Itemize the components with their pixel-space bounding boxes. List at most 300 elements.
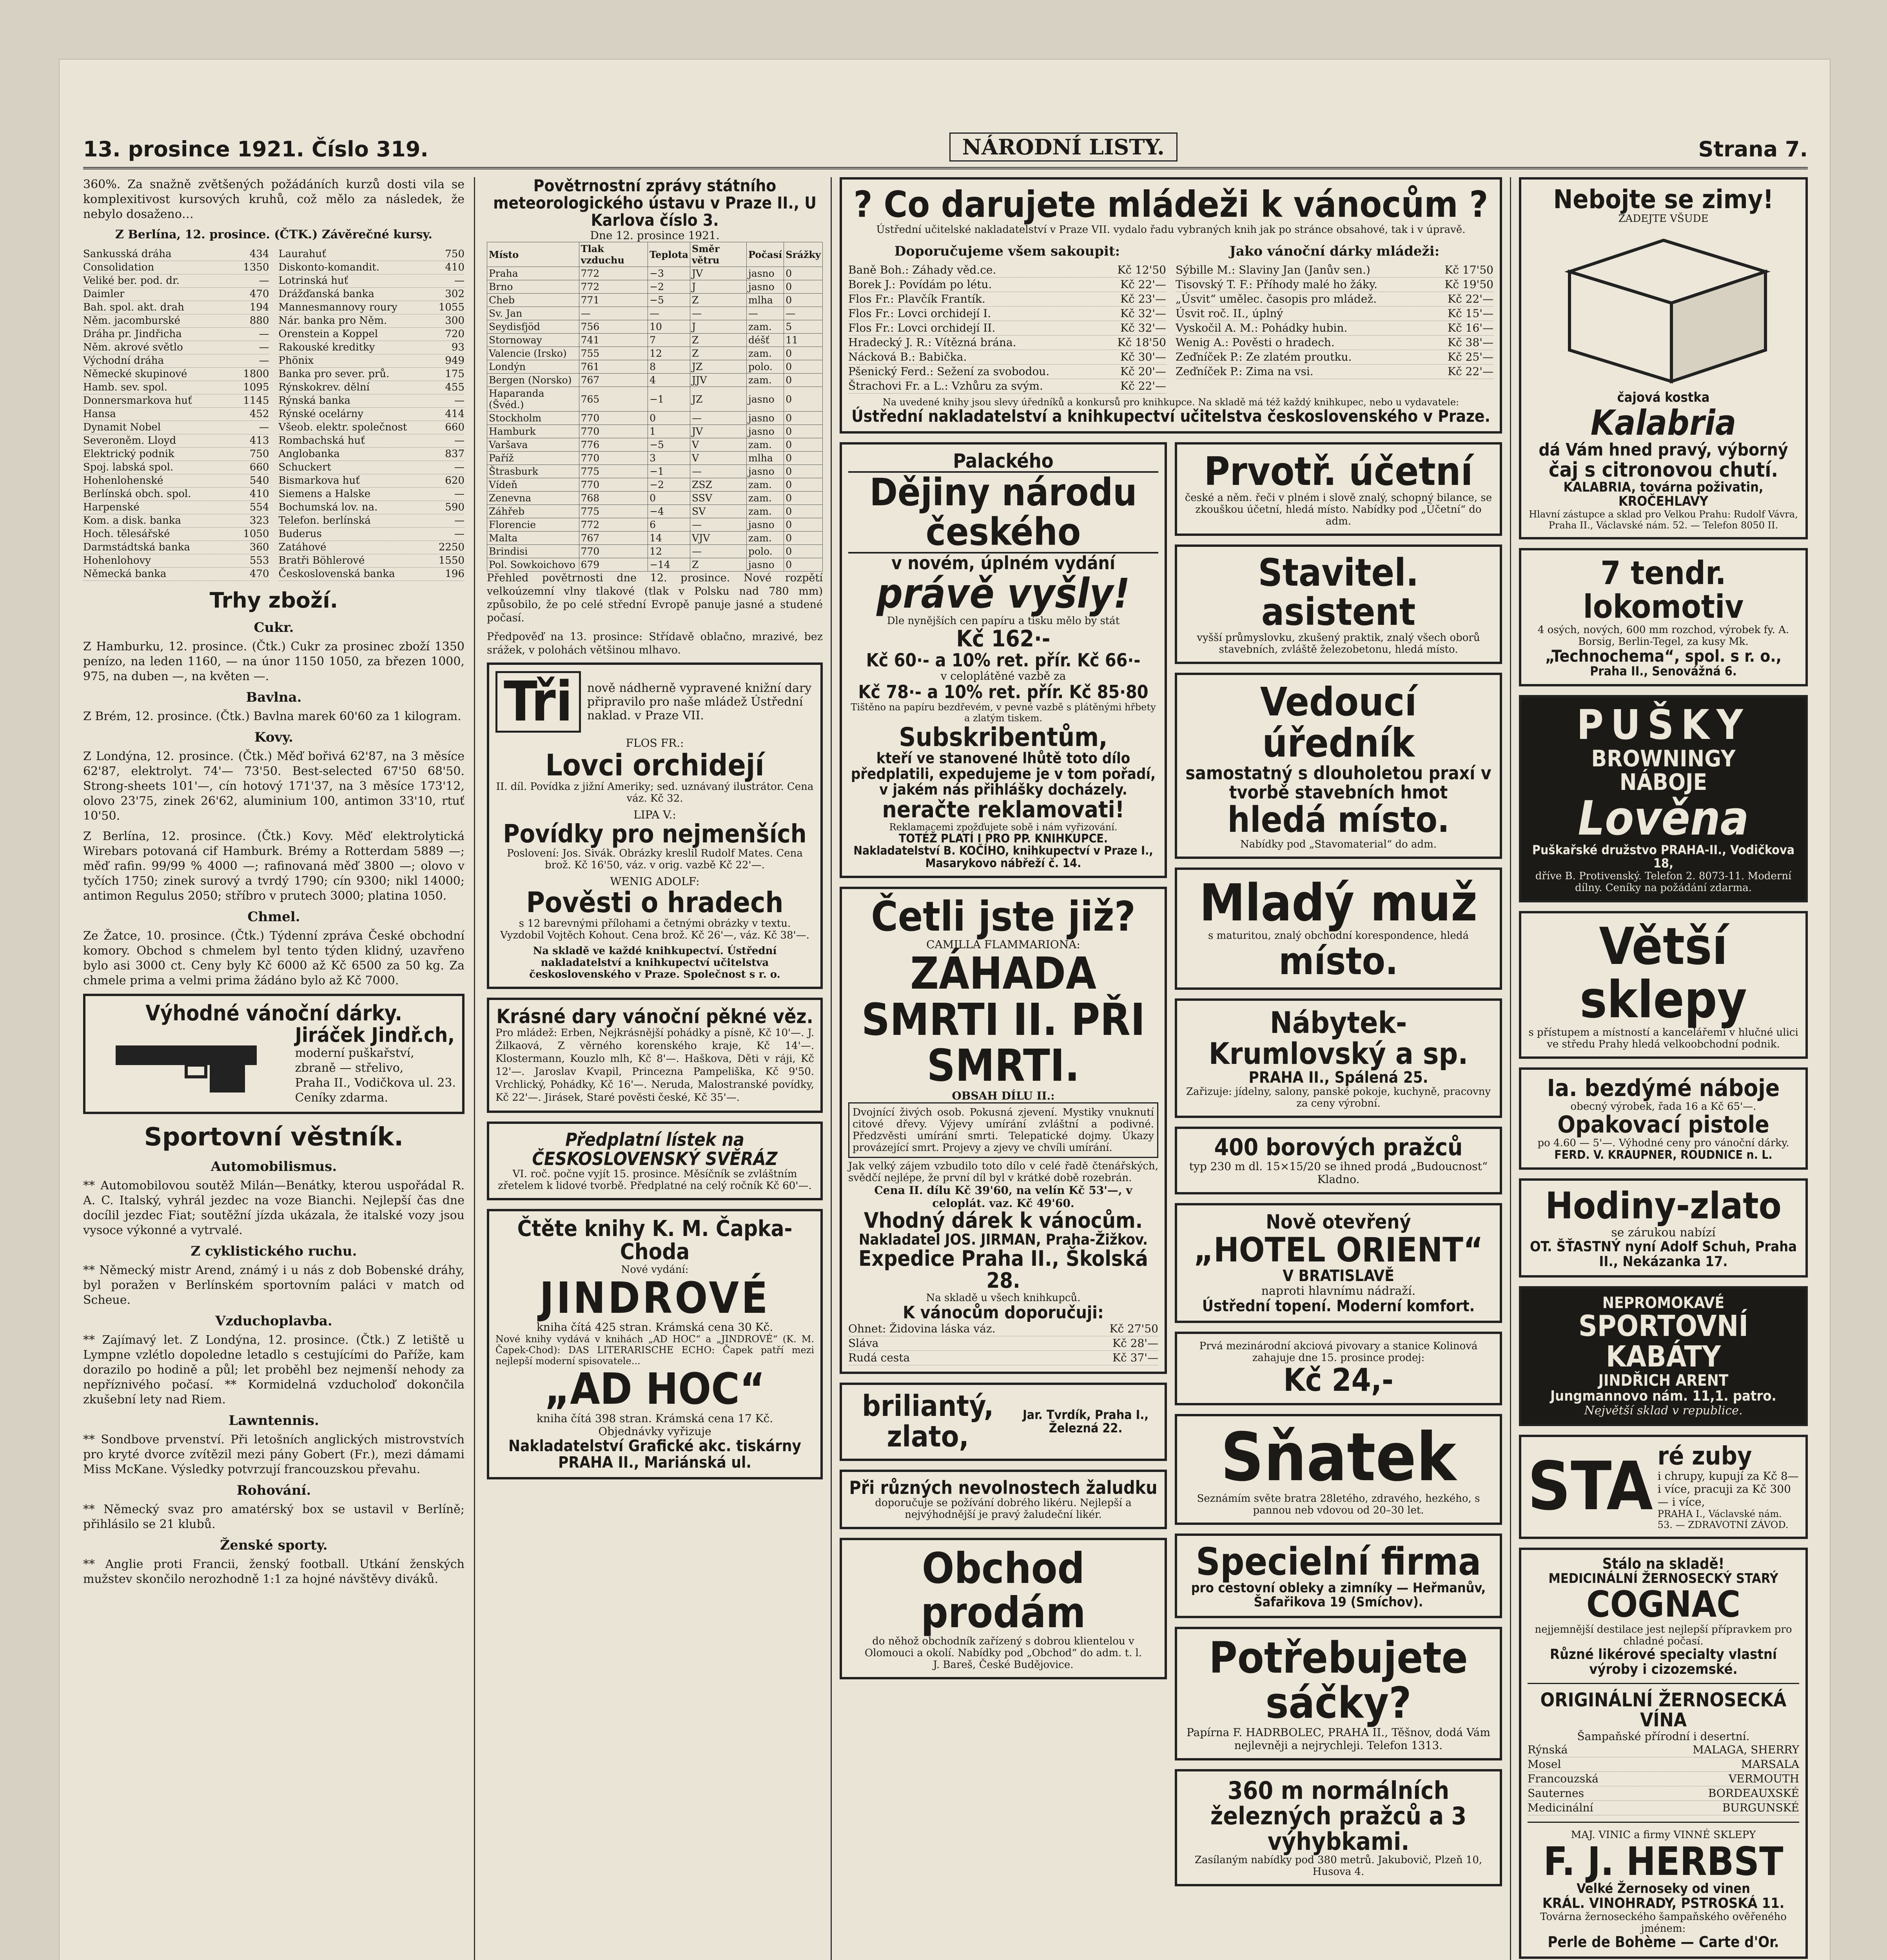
stock-rate-row-label: Východní dráha <box>83 355 164 367</box>
stock-rate-row-value: — <box>259 328 269 340</box>
book-row-value: Kč 30'— <box>1120 350 1166 363</box>
weather-cell: 0 <box>784 412 823 425</box>
metals-text-2: Z Berlína, 12. prosince. (Čtk.) Kovy. Měď elektrolytická Wirebars potovaná cif Hamburk. Brémy a Rotterdam 5889 —; měď rafin. 99/99 % 4000 —; rafinovaná měď 3800 —; olovo v tyčích 1750; zinek surový a tvrdý 1790; cín 9300; nikl 14000; antimon Regulus 2050; stříbro v prutech 3000; platina 1050. <box>83 829 464 903</box>
stock-rate-row-label: Darmstádtská banka <box>83 541 190 553</box>
stock-rate-row-label: Berlínská obch. spol. <box>83 488 191 500</box>
ad-nabytek <box>1175 998 1502 1118</box>
weather-row <box>487 267 823 280</box>
tovarna-line: Továrna žernoseckého šampaňského ověřeného jménem: <box>1540 1911 1787 1935</box>
sport-title: Sportovní věstník. <box>144 1123 404 1152</box>
book-row <box>1176 321 1493 336</box>
lovena-sub: Puškařské družstvo PRAHA-II., Vodičkova 18, <box>1532 842 1795 871</box>
weather-cell: 772 <box>579 267 648 280</box>
mlady-text: s maturitou, znalý obchodní korespondence, hledá <box>1208 929 1469 942</box>
weather-row <box>487 334 823 347</box>
ad-stavitel <box>1175 544 1502 664</box>
zahada-title: ZÁHADA SMRTI II. PŘI SMRTI. <box>861 948 1145 1092</box>
ad-lovena <box>1519 695 1808 902</box>
weather-cell: ZSZ <box>690 478 747 492</box>
book-row-label: Vyskočil A. M.: Pohádky hubin. <box>1176 321 1348 334</box>
ad-pivovar <box>1175 1332 1502 1405</box>
weather-row <box>487 478 823 492</box>
stock-rate-row <box>279 261 465 274</box>
book-row-label: Hradecký J. R.: Vítězná brána. <box>848 336 1016 349</box>
stock-rate-row-label: Buderus <box>278 528 322 540</box>
stock-rate-row-value: 620 <box>445 475 464 486</box>
povesti-title: Pověsti o hradech <box>526 886 784 919</box>
stastny-line: OT. ŠŤASTNÝ nyní Adolf Schuh, Praha II., Nekázanka 17. <box>1530 1238 1797 1270</box>
palacky-price3: Kč 78·- a 10% ret. přír. Kč 85·80 <box>858 681 1149 703</box>
kalabria-name: KALABRIA, továrna poživatin, KROČEHLAVY <box>1563 479 1764 509</box>
book-row <box>848 278 1166 292</box>
ad-prazce-360 <box>1175 1769 1502 1886</box>
weather-cell: SV <box>690 505 747 518</box>
weather-cell: 770 <box>579 412 648 425</box>
sportovni-pre: NEPROMOKAVÉ <box>1602 1294 1725 1312</box>
wine-row-label: Medicinální <box>1528 1801 1593 1815</box>
bezdyme-title: Ia. bezdýmé náboje <box>1547 1074 1780 1102</box>
stock-rate-row <box>83 341 269 354</box>
vedouci-text: Nabídky pod „Stavomaterial“ do adm. <box>1240 838 1437 851</box>
krasne-text: Pro mládež: Erben, Nejkrásnější pohádky a písně, Kč 10'—. J. Žilkaová, Z věrného korenského kraje, Kč 14'—. Klostermann, Kouzlo mlh, Kč 8'—. Haškova, Děti v ráji, Kč 12'—. Jaroslav Kvapil, Princezna Pampeliška, Kč 9'50. Vrchlický, Pohádky, Kč 16'—. Neruda, Malostranské povídky, Kč 22'—. Jirásek, Staré pověsti české, Kč 35'—. <box>495 1027 814 1104</box>
stock-rate-row <box>83 368 269 381</box>
tot-line: TOTÉŽ PLATÍ I PRO PP. KNIHKUPCE. <box>898 831 1108 846</box>
ad-obchod <box>840 1538 1167 1679</box>
ad-specielni-firma <box>1175 1534 1502 1618</box>
perle-line: Perle de Bohème — Carte d'Or. <box>1548 1933 1779 1951</box>
pivovar-text: Prvá mezinárodní akciová pivovary a stanice Kolinová zahajuje dne 15. prosince prodej: <box>1199 1340 1478 1364</box>
weather-cell: 12 <box>648 347 690 360</box>
stock-rate-row-label: Kom. a disk. banka <box>83 515 181 526</box>
sport-sub-boxing: Rohování. <box>236 1483 311 1499</box>
weather-row <box>487 505 823 518</box>
weather-row <box>487 374 823 387</box>
obsah-title: OBSAH DÍLU II.: <box>952 1089 1055 1103</box>
dary-title: Jako vánoční dárky mládeži: <box>1229 243 1440 259</box>
weather-cell: 0 <box>784 425 823 438</box>
intro-text: 360%. Za snažně zvětšených požádáních kurzů dosti vila se komplexitivost kursových kruhů, což mělo za následek, že nebylo dosaženo… <box>83 178 464 221</box>
hotel-title: „HOTEL ORIENT“ <box>1194 1230 1483 1270</box>
ad-krasne-dary <box>487 998 823 1113</box>
stock-rate-row <box>83 248 269 261</box>
stock-rate-row-value: — <box>259 341 269 353</box>
stock-rate-row-label: Spoj. labská spol. <box>83 461 174 473</box>
book-price-row <box>848 1351 1158 1365</box>
vedouci-title: Vedoucí úředník <box>1260 679 1417 766</box>
hned-text: dá Vám hned pravý, výborný <box>1539 440 1788 460</box>
ad-jiracek <box>83 994 464 1114</box>
weather-cell: Hamburk <box>487 425 579 438</box>
stock-rate-row-value: 1055 <box>438 301 464 313</box>
ad-jiracek-line2: zbraně — střelivo, <box>295 1061 404 1075</box>
vanocum-list <box>848 1322 1158 1365</box>
ad-jiracek-name: Jiráček Jindř.ch, <box>295 1023 455 1047</box>
weather-cell: 767 <box>579 374 648 387</box>
ad-borove-prazce <box>1175 1127 1502 1194</box>
stock-rate-row-value: — <box>454 275 464 287</box>
weather-cell: Sv. Jan <box>487 307 579 320</box>
weather-cell: 775 <box>579 465 648 478</box>
lipa-line: LIPA V.: <box>633 808 676 822</box>
weather-row <box>487 465 823 478</box>
stock-rate-row <box>83 354 269 368</box>
stock-rate-row <box>83 421 269 434</box>
weather-cell: Stockholm <box>487 412 579 425</box>
column-ads-right <box>1510 177 1808 1960</box>
weather-cell: Brno <box>487 280 579 294</box>
book-row-label: Flos Fr.: Plavčík Frantík. <box>848 292 985 305</box>
cetli-title: Četli jste již? <box>871 893 1136 941</box>
lok-text: 4 osých, nových, 600 mm rozchod, výrobek fy. A. Borsig, Berlin-Tegel, za kusy Mk. <box>1537 624 1789 648</box>
stock-rate-row <box>279 248 465 261</box>
kalabria-sub: ZADEJTE VŠUDE <box>1618 213 1709 225</box>
book-row-label: Zeďníček P.: Zima na vsi. <box>1176 365 1314 378</box>
stock-rate-row-label: Dráha pr. Jindřicha <box>83 328 182 340</box>
banner-sub: Ústřední učitelské nakladatelství v Praze VII. vydalo řadu vybraných knih jak po stránce obsahové, tak i v úpravě. <box>876 223 1466 236</box>
weather-cell: 772 <box>579 280 648 294</box>
book-row-value: Kč 22'— <box>1448 292 1493 305</box>
kalabria-addr: Hlavní zástupce a sklad pro Velkou Prahu: Rudolf Vávra, Praha II., Václavské nám. 52. — Telefon 8050 II. <box>1529 508 1798 531</box>
mlady-misto: místo. <box>1279 939 1398 983</box>
ad-flammarion <box>840 887 1167 1374</box>
book-row <box>848 292 1166 307</box>
capek-title: Čtěte knihy K. M. Čapka-Choda <box>517 1216 793 1265</box>
hops-heading: Chmel. <box>247 909 300 925</box>
wine-row-value: BURGUNSKÉ <box>1722 1801 1799 1815</box>
stock-rate-row <box>83 328 269 341</box>
weather-row <box>487 320 823 334</box>
stock-rate-row <box>279 274 465 288</box>
commodities-title: Trhy zboží. <box>209 588 338 613</box>
stock-rate-row-label: Něm. akrové světlo <box>83 341 183 353</box>
borove-text: typ 230 m dl. 15×15/20 se ihned prodá „Budoucnost“ Kladno. <box>1189 1160 1488 1186</box>
weather-cell: 0 <box>784 438 823 452</box>
stock-rate-row-label: Telefon. berlínská <box>278 515 371 526</box>
weather-cell: 0 <box>784 347 823 360</box>
krasne-title: Krásné dary vánoční pěkné věz. <box>496 1005 813 1028</box>
weather-cell: 765 <box>579 387 648 412</box>
ad-jiracek-line4: Ceníky zdarma. <box>295 1091 388 1105</box>
camilla-line: CAMILLA FLAMMARIONA: <box>926 938 1080 951</box>
page-header <box>83 126 1808 169</box>
stock-rate-row <box>83 514 269 528</box>
stock-rate-row-label: Anglobanka <box>278 448 340 460</box>
sport-sub-aviation: Vzduchoplavba. <box>215 1313 332 1329</box>
bezdyme-text: obecný výrobek, řada 16 a Kč 65'—. <box>1570 1100 1756 1112</box>
ad-jiracek-line1: moderní puškařství, <box>295 1046 414 1060</box>
book-price-row-label: Rudá cesta <box>848 1351 910 1365</box>
stock-rate-row <box>279 301 465 314</box>
weather-cell: 11 <box>784 334 823 347</box>
weather-cell: Z <box>690 334 747 347</box>
weather-forecast: Předpověď na 13. prosince: Střídavě oblačno, mrazivé, bez srážek, v polohách většinou mlhavo. <box>487 631 823 657</box>
weather-row <box>487 387 823 412</box>
hotel-city: V BRATISLAVĚ <box>1283 1267 1394 1285</box>
stock-rate-row-label: Něm. jacomburské <box>83 315 181 327</box>
stock-rate-row <box>83 434 269 448</box>
stock-rate-row-label: Siemens a Halske <box>278 488 371 500</box>
stock-rate-row <box>279 541 465 554</box>
book-row <box>848 336 1166 350</box>
stock-rate-row-value: 470 <box>249 568 269 580</box>
weather-cell: jasno <box>747 387 784 412</box>
weather-col-header: Tlak vzduchu <box>579 242 648 267</box>
naboje-title: NÁBOJE <box>1619 769 1707 796</box>
vina-sub: Šampaňské přírodní i desertní. <box>1577 1730 1750 1743</box>
weather-cell: Florencie <box>487 518 579 532</box>
cognac-title: COGNAC <box>1586 1583 1741 1626</box>
weather-row <box>487 294 823 307</box>
kraupner-line: FERD. V. KRAUPNER, ROUDNICE n. L. <box>1554 1148 1773 1162</box>
stock-rate-row-label: Bratři Böhlerové <box>278 555 365 566</box>
stock-rate-row-value: 837 <box>445 448 464 460</box>
book-row-label: Pšenický Ferd.: Sežení za svobodou. <box>848 365 1050 378</box>
book-row-label: Zeďníček P.: Ze zlatém proutku. <box>1176 350 1352 363</box>
weather-cell: 0 <box>784 360 823 374</box>
weather-cell: 10 <box>648 320 690 334</box>
ad-jiracek-line3: Praha II., Vodičkova ul. 23. <box>295 1076 456 1090</box>
zahada-price: Cena II. dílu Kč 39'60, na velín Kč 53'—, v celoplát. vaz. Kč 49'60. <box>874 1184 1132 1210</box>
weather-cell: 1 <box>648 425 690 438</box>
book-price-row-label: Sláva <box>848 1337 879 1350</box>
stock-rate-row-label: Daimler <box>83 288 125 300</box>
kalabria-title: Kalabria <box>1590 402 1736 443</box>
weather-cell: JZ <box>690 360 747 374</box>
weather-cell: 0 <box>784 558 823 572</box>
weather-cell: Pol. Sowkoichovo <box>487 558 579 572</box>
weather-cell: jasno <box>747 412 784 425</box>
stock-rate-row <box>279 474 465 488</box>
stock-rate-row-value: — <box>454 395 464 407</box>
jirman-line: Nakladatel JOS. JIRMAN, Praha-Žižkov. <box>858 1230 1148 1248</box>
weather-cell: 679 <box>579 558 648 572</box>
weather-cell: Záhřeb <box>487 505 579 518</box>
ad-capek <box>487 1209 823 1479</box>
weather-cell: 741 <box>579 334 648 347</box>
stock-rate-row-value: 1800 <box>243 368 269 380</box>
book-row-value: Kč 20'— <box>1120 365 1166 378</box>
orchid-text: II. díl. Povídka z jižní Ameriky; sed. uznávaný ilustrátor. Cena váz. Kč 32. <box>496 781 814 805</box>
weather-cell: 770 <box>579 452 648 465</box>
jung-line: Jungmannovo nám. 11,1. patro. <box>1550 1388 1776 1404</box>
capek-sub: Nové vydání: <box>621 1263 689 1276</box>
weather-cell: Seydisfjöd <box>487 320 579 334</box>
weather-cell: mlha <box>747 452 784 465</box>
lovena-text: dříve B. Protivenský. Telefon 2. 8073-11. Moderní dílny. Ceníky na požádání zdarma. <box>1535 870 1792 894</box>
stock-rate-row <box>279 354 465 368</box>
stock-rate-row-label: Veliké ber. pod. dr. <box>83 275 180 287</box>
book-row <box>1176 263 1493 278</box>
ad-ucetni <box>1175 442 1502 536</box>
stock-rate-row-label: Hohenlohovy <box>83 555 151 566</box>
ad-co-darujete <box>840 177 1502 434</box>
weather-cell: jasno <box>747 425 784 438</box>
sacky-title: Potřebujete sáčky? <box>1209 1632 1468 1728</box>
weather-cell: Londýn <box>487 360 579 374</box>
stock-rate-row-label: Severoněm. Lloyd <box>83 435 176 446</box>
weather-cell: 0 <box>784 532 823 545</box>
zernoseky-line: Velké Žernoseky od vinen <box>1577 1881 1750 1897</box>
wine-row-label: Rýnská <box>1528 1743 1568 1757</box>
ad-hodiny <box>1519 1178 1808 1278</box>
weather-cell: — <box>690 307 747 320</box>
stock-rate-row <box>83 394 269 408</box>
book-row-value: Kč 25'— <box>1448 350 1493 363</box>
stock-rate-row-label: Bah. spol. akt. drah <box>83 301 184 313</box>
prii-text: doporučuje se požívání dobrého likéru. Nejlepší a nejvýhodnější je pravý žaludeční likér. <box>875 1497 1132 1521</box>
stock-rate-row-label: Drážďanská banka <box>278 288 374 300</box>
povidky-title: Povídky pro nejmenších <box>503 820 807 849</box>
weather-cell: 0 <box>784 294 823 307</box>
bares-line: J. Bareš, České Budějovice. <box>933 1659 1074 1671</box>
book-row-label: Nácková B.: Babička. <box>848 350 967 363</box>
weather-cell: Haparanda (Švéd.) <box>487 387 579 412</box>
stock-rate-row-value: 1550 <box>438 555 464 566</box>
weather-cell: SSV <box>690 492 747 505</box>
browning-title: BROWNINGY <box>1591 745 1736 772</box>
stock-rate-row-label: Dynamit Nobel <box>83 421 161 433</box>
weather-cell: jasno <box>747 465 784 478</box>
stock-rate-row-value: 554 <box>249 501 269 513</box>
ad-books-tri <box>487 662 823 989</box>
ad-palacky <box>840 442 1167 878</box>
stock-rate-row-value: 452 <box>249 408 269 420</box>
weather-cell: 0 <box>784 492 823 505</box>
stock-rate-row-value: 750 <box>249 448 269 460</box>
caj-text: čajová kostka <box>1617 390 1710 406</box>
sklepy-text: s přístupem a místností a kancelářemi v hlučné ulici ve středu Prahy hledá velkoobchodní podnik. <box>1528 1026 1798 1050</box>
weather-row <box>487 452 823 465</box>
weather-cell: 0 <box>648 492 690 505</box>
book-row <box>848 307 1166 321</box>
sta-addr: PRAHA I., Václavské nám. 53. — ZDRAVOTNÍ ZÁVOD. <box>1657 1508 1789 1530</box>
stock-rate-row-label: Elektrický podnik <box>83 448 174 460</box>
sta-big: STA <box>1528 1448 1653 1526</box>
stock-rate-row-value: 2250 <box>438 541 464 553</box>
palacky-head: Palackého <box>953 449 1054 472</box>
stock-rate-row-label: Nár. banka pro Něm. <box>278 315 387 327</box>
nabytek-addr: PRAHA II., Spálená 25. <box>1248 1069 1428 1087</box>
weather-col-header: Srážky <box>784 242 823 267</box>
palacky-sub: v novém, úplném vydání <box>891 552 1116 573</box>
pusky-title: PUŠKY <box>1577 701 1750 749</box>
stock-rate-row-value: 660 <box>445 421 464 433</box>
ad-herbst <box>1519 1548 1808 1959</box>
stock-rate-row <box>83 554 269 568</box>
weather-cell: 770 <box>579 545 648 558</box>
weather-cell: V <box>690 452 747 465</box>
jindrove-title: JINDROVÉ <box>539 1272 770 1323</box>
weather-note: Přehled povětrnosti dne 12. prosince. Nové rozpětí velkoúzemní vlny tlakové (tlak v Polsku nad 780 mm) způsobilo, že po celé střední Evropě panuje jasné a studené počasí. <box>487 572 823 624</box>
ad-vedouci <box>1175 673 1502 859</box>
wine-row-value: BORDEAUXSKÉ <box>1708 1787 1799 1800</box>
borove-title: 400 borových pražců <box>1214 1134 1463 1161</box>
vedouci-hleda: hledá místo. <box>1227 799 1450 840</box>
weather-cell: 756 <box>579 320 648 334</box>
specielni-text: pro cestovní obleky a zimníky — Heřmanův, Šafařikova 19 (Smíchov). <box>1191 1580 1486 1610</box>
weather-row <box>487 307 823 320</box>
weather-row <box>487 545 823 558</box>
stock-rate-row-value: 302 <box>445 288 464 300</box>
weather-cell: 0 <box>784 387 823 412</box>
weather-cell: 0 <box>784 465 823 478</box>
adhoc-title: „AD HOC“ <box>544 1364 765 1414</box>
weather-cell: 0 <box>784 505 823 518</box>
obchod-text: do něhož obchodník zařízený s dobrou klientelou v Olomouci a okolí. Nabídky pod „Obchod“ do adm. t. l. <box>864 1635 1142 1659</box>
stock-rate-row-value: 590 <box>445 501 464 513</box>
stock-rate-row <box>279 528 465 541</box>
weather-cell: −3 <box>648 267 690 280</box>
wine-row-label: Francouzská <box>1528 1772 1599 1786</box>
ad-tvrdik <box>840 1383 1167 1461</box>
palacky-info: Dle nynějších cen papíru a tisku mělo by stát <box>887 615 1120 627</box>
weather-cell: zam. <box>747 478 784 492</box>
hodiny-sub: se zárukou nabízí <box>1611 1225 1716 1240</box>
weather-cell: Bergen (Norsko) <box>487 374 579 387</box>
ad-lokomotiv <box>1519 548 1808 687</box>
weather-cell: — <box>648 307 690 320</box>
stock-rate-row <box>279 434 465 448</box>
stock-rate-row-label: Donnersmarkova huť <box>83 395 192 407</box>
stock-rate-row <box>279 514 465 528</box>
stock-rate-row-label: Německé skupinové <box>83 368 187 380</box>
vedouci-sub: samostatný s dlouholetou praxí v tvorbě stavebních hmot <box>1185 762 1491 803</box>
arent-line: JINDŘICH ARENT <box>1598 1371 1729 1390</box>
stock-rate-row <box>279 501 465 514</box>
weather-cell: — <box>579 307 648 320</box>
weather-cell: jasno <box>747 267 784 280</box>
sport-sub-women: Ženské sporty. <box>220 1537 328 1553</box>
sport-sub-cycling: Z cyklistického ruchu. <box>191 1243 357 1259</box>
technochema-line: „Technochema“, spol. s r. o., <box>1545 646 1782 666</box>
weather-cell: 775 <box>579 505 648 518</box>
book-row-label: „Úsvit“ umělec. časopis pro mládež. <box>1176 292 1377 305</box>
book-row-value: Kč 17'50 <box>1444 263 1493 276</box>
hotel-line: Ústřední topení. Moderní komfort. <box>1202 1297 1475 1316</box>
ad-predplatni <box>487 1122 823 1200</box>
weather-cell: 0 <box>784 267 823 280</box>
book-row-label: Úsvit roč. II., úplný <box>1176 307 1283 320</box>
mlady-title: Mladý muž <box>1199 873 1478 933</box>
stock-rate-row <box>83 568 269 581</box>
stock-rate-row <box>83 528 269 541</box>
stock-rate-row-label: Rýnskokrev. dělní <box>278 381 370 393</box>
berlin-head: Z Berlína, 12. prosince. (ČTK.) Závěrečné kursy. <box>115 228 432 241</box>
book-row-value: Kč 38'— <box>1448 336 1493 349</box>
stock-rate-row-label: Hohenlohenské <box>83 475 163 486</box>
subskr-title: Subskribentům, <box>899 722 1108 752</box>
stock-rate-row <box>83 541 269 554</box>
wine-row <box>1528 1757 1799 1772</box>
weather-cell: 761 <box>579 360 648 374</box>
wine-row-value: MARSALA <box>1741 1758 1799 1771</box>
weather-cell: Brindisi <box>487 545 579 558</box>
stock-rate-row-value: 455 <box>445 381 464 393</box>
stock-rate-row-value: 300 <box>445 315 464 327</box>
stock-rate-row-value: 414 <box>445 408 464 420</box>
book-row-value: Kč 32'— <box>1120 321 1166 334</box>
zahada-text: Jak velký zájem vzbudilo toto dílo v celé řadě čtenářských, svědčí nejlépe, že první díl byl v krátké době rozebrán. <box>848 1160 1158 1184</box>
weather-cell: −1 <box>648 387 690 412</box>
vhodny-darek: Vhodný dárek k vánocům. <box>864 1208 1143 1233</box>
weather-cell: 3 <box>648 452 690 465</box>
obtain-text: Na uvedené knihy jsou slevy úředníků a konkursů pro knihkupce. Na skladě má též každý knihkupec, nebo u vydavatele: <box>882 396 1459 408</box>
ad-mlady-muz <box>1175 867 1502 989</box>
nerac-title: neračte reklamovati! <box>882 796 1125 823</box>
book-row-value: Kč 22'— <box>1448 365 1493 378</box>
publisher-text: Ústřední nakladatelství a knihkupectví učitelstva československého v Praze. <box>851 406 1490 426</box>
wine-row-value: MALAGA, SHERRY <box>1693 1743 1799 1757</box>
